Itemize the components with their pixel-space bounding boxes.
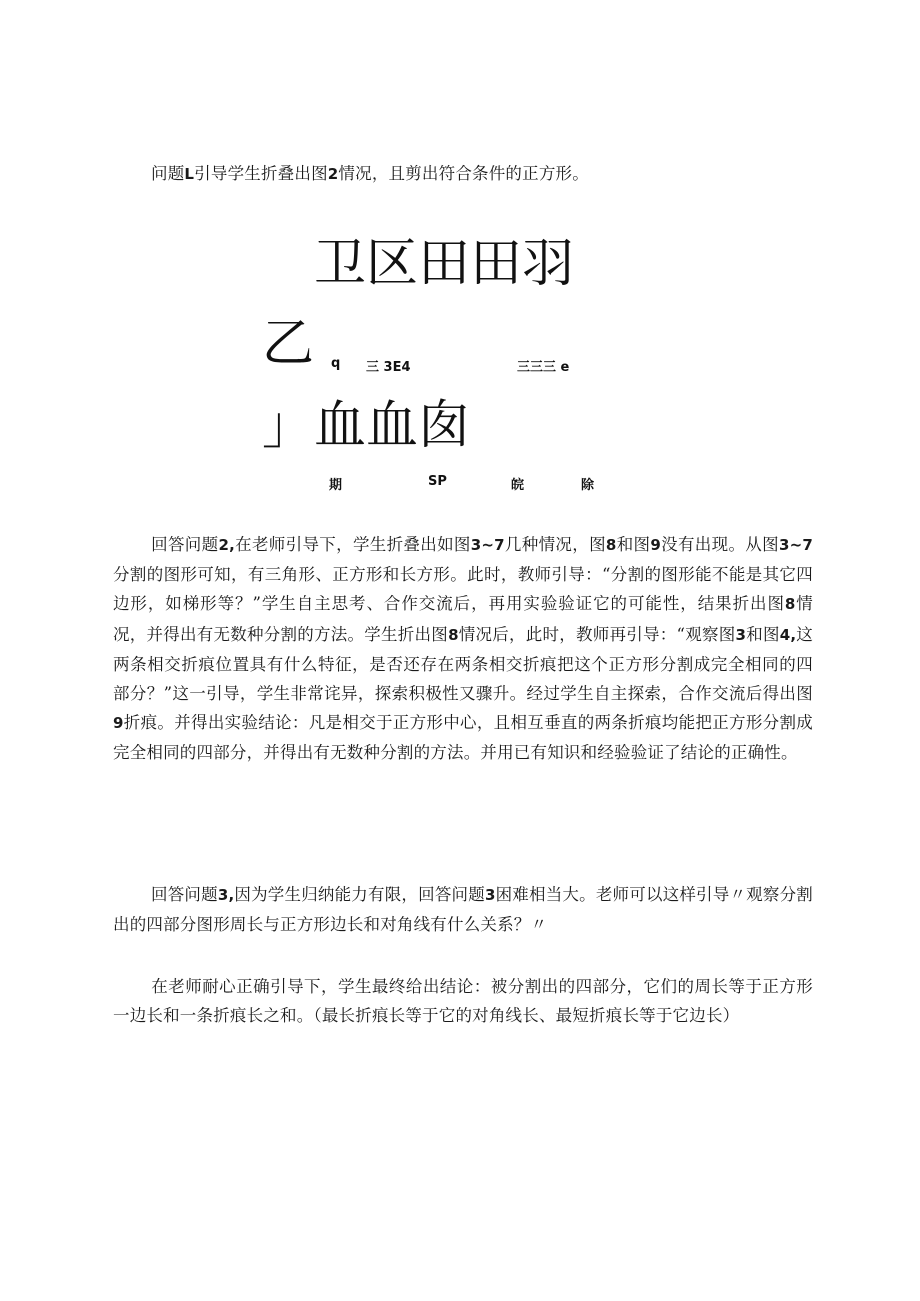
answer-2-text: 情况，并得出有无数种分割的方法。学生折出图 — [113, 594, 813, 644]
figure-caption: 除 — [581, 478, 595, 493]
answer-2-text: 几种情况，图 — [504, 535, 606, 554]
answer-2-text: 这两条相交折痕位置具有什么特征，是否还存在两条相交折痕把这个正方形分割成完全相同的四部分？”这一引导，学生非常诧异，探索积极性又骤升。经过学生自主探索，合作交流后得出图 — [113, 624, 814, 704]
answer-3-number: 3 — [484, 886, 496, 904]
figure-row-1: 卫区田田羽 — [314, 234, 575, 294]
question-1-text: 情况，且剪出符合条件的正方形。 — [338, 164, 589, 183]
answer-2-number: 8 — [605, 536, 617, 554]
answer-2-number: 4, — [779, 625, 797, 644]
question-1-paragraph — [113, 159, 813, 189]
answer-3-number: 3, — [217, 886, 235, 904]
answer-2-text: 回答问题 — [151, 535, 219, 554]
answer-2-number: 9 — [650, 536, 661, 554]
answer-2-text: 在老师引导下，学生折叠出如图 — [235, 535, 471, 554]
question-1-text: 引导学生折叠出图 — [194, 164, 328, 183]
figure-number: 2 — [327, 165, 339, 183]
answer-3-text: 因为学生归纳能力有限，回答问题 — [234, 885, 485, 904]
figure-row-2-glyph: 乙 — [262, 314, 315, 374]
answer-2-number: 8 — [784, 595, 796, 614]
figure-label: 三 3E4 — [366, 360, 411, 375]
answer-2-number: 3~7 — [470, 536, 505, 554]
answer-2-text: 分割的图形可知，有三角形、正方形和长方形。此时，教师引导：“分割的图形能不能是其它四边形，如梯形等？”学生自主思考、合作交流后，再用实验验证它的可能性，结果折出图 — [113, 565, 813, 614]
answer-3-paragraph — [113, 880, 813, 939]
answer-2-number: 2, — [218, 536, 235, 554]
figure-caption: 皖 — [511, 478, 525, 493]
conclusion-paragraph — [113, 972, 813, 1030]
answer-2-number: 8 — [448, 625, 459, 644]
figure-caption: SP — [428, 474, 447, 489]
answer-3-text: 困难相当大。老师可以这样引导〃观察分割出的四部分图形周长与正方形边长和对角线有什么关系？〃 — [113, 885, 813, 935]
answer-2-number: 9 — [113, 714, 124, 733]
answer-2-text: 没有出现。从图 — [661, 535, 779, 554]
question-1-text: 问题 — [151, 164, 185, 183]
question-1-number: L — [184, 165, 195, 183]
figure-row-3: 」血血囱 — [262, 396, 471, 456]
answer-2-text: 和图 — [746, 624, 780, 644]
answer-2-text: 折痕。并得出实验结论：凡是相交于正方形中心，且相互垂直的两条折痕均能把正方形分割成完全相同的四部分，并得出有无数种分割的方法。并用已有知识和经验验证了结论的正确性。 — [113, 713, 813, 763]
figure-label: q — [331, 356, 341, 371]
answer-2-text: 和图 — [616, 535, 651, 554]
conclusion-text: 在老师耐心正确引导下，学生最终给出结论：被分割出的四部分，它们的周长等于正方形一边长和一条折痕长之和。（最长折痕长等于它的对角线长、最短折痕长等于它边长） — [113, 977, 813, 1026]
answer-2-number: 3 — [735, 625, 747, 644]
figure-caption: 期 — [329, 478, 343, 493]
figure-label: 三三三 e — [517, 360, 570, 375]
answer-2-paragraph — [113, 530, 813, 768]
answer-3-text: 回答问题 — [151, 885, 218, 904]
answer-2-number: 3~7 — [778, 536, 813, 554]
answer-2-text: 情况后，此时，教师再引导：“观察图 — [458, 624, 736, 644]
